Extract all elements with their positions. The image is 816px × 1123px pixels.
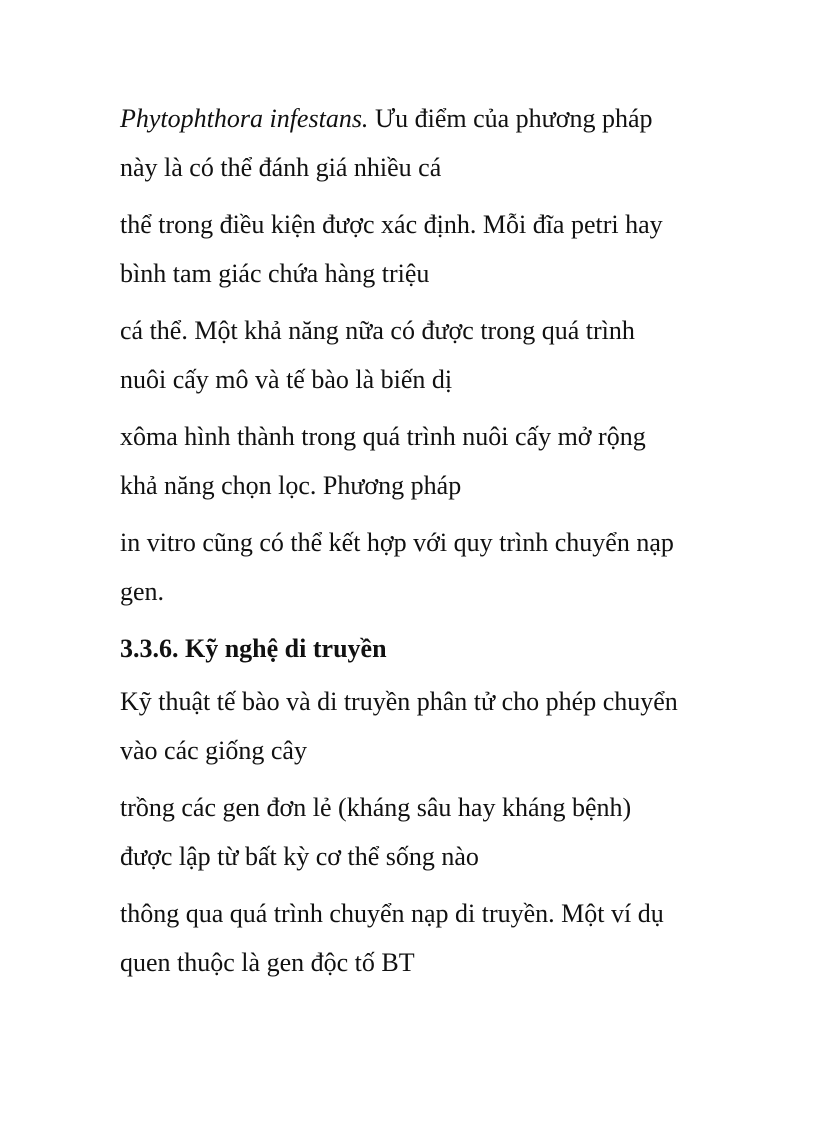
paragraph-7-line-1: trồng các gen đơn lẻ (kháng sâu hay kháng bệnh): [120, 793, 632, 822]
paragraph-6-line-1: Kỹ thuật tế bào và di truyền phân tử cho phép chuyển: [120, 687, 678, 716]
paragraph-3-line-1: cá thể. Một khả năng nữa có được trong quá trình: [120, 316, 635, 345]
paragraph-7: [120, 783, 760, 881]
paragraph-1: [120, 94, 760, 192]
paragraph-1-line-2: này là có thể đánh giá nhiều cá: [120, 153, 442, 182]
paragraph-4-line-1: xôma hình thành trong quá trình nuôi cấy mở rộng: [120, 422, 646, 451]
paragraph-2-line-1: thể trong điều kiện được xác định. Mỗi đĩa petri hay: [120, 210, 663, 239]
paragraph-1-line-1: [120, 94, 760, 143]
paragraph-5-line-1: in vitro cũng có thể kết hợp với quy trình chuyển nạp: [120, 528, 674, 557]
paragraph-5: [120, 518, 760, 616]
paragraph-2: [120, 200, 760, 298]
paragraph-8-line-2: quen thuộc là gen độc tố BT: [120, 948, 415, 977]
paragraph-6-line-2: vào các giống cây: [120, 736, 307, 765]
section-heading: 3.3.6. Kỹ nghệ di truyền: [120, 634, 387, 663]
paragraph-8: [120, 889, 760, 987]
paragraph-3: [120, 306, 760, 404]
paragraph-5-line-2: gen.: [120, 577, 165, 606]
document-page: [120, 94, 760, 995]
paragraph-7-line-2: được lập từ bất kỳ cơ thể sống nào: [120, 842, 479, 871]
paragraph-4: [120, 412, 760, 510]
species-name: Phytophthora infestans.: [120, 104, 369, 133]
paragraph-8-line-1: thông qua quá trình chuyển nạp di truyền. Một ví dụ: [120, 899, 664, 928]
paragraph-6: [120, 677, 760, 775]
paragraph-3-line-2: nuôi cấy mô và tế bào là biến dị: [120, 365, 453, 394]
paragraph-2-line-2: bình tam giác chứa hàng triệu: [120, 259, 430, 288]
paragraph-4-line-2: khả năng chọn lọc. Phương pháp: [120, 471, 462, 500]
paragraph-1-line-1-text: Ưu điểm của phương pháp: [368, 104, 653, 133]
